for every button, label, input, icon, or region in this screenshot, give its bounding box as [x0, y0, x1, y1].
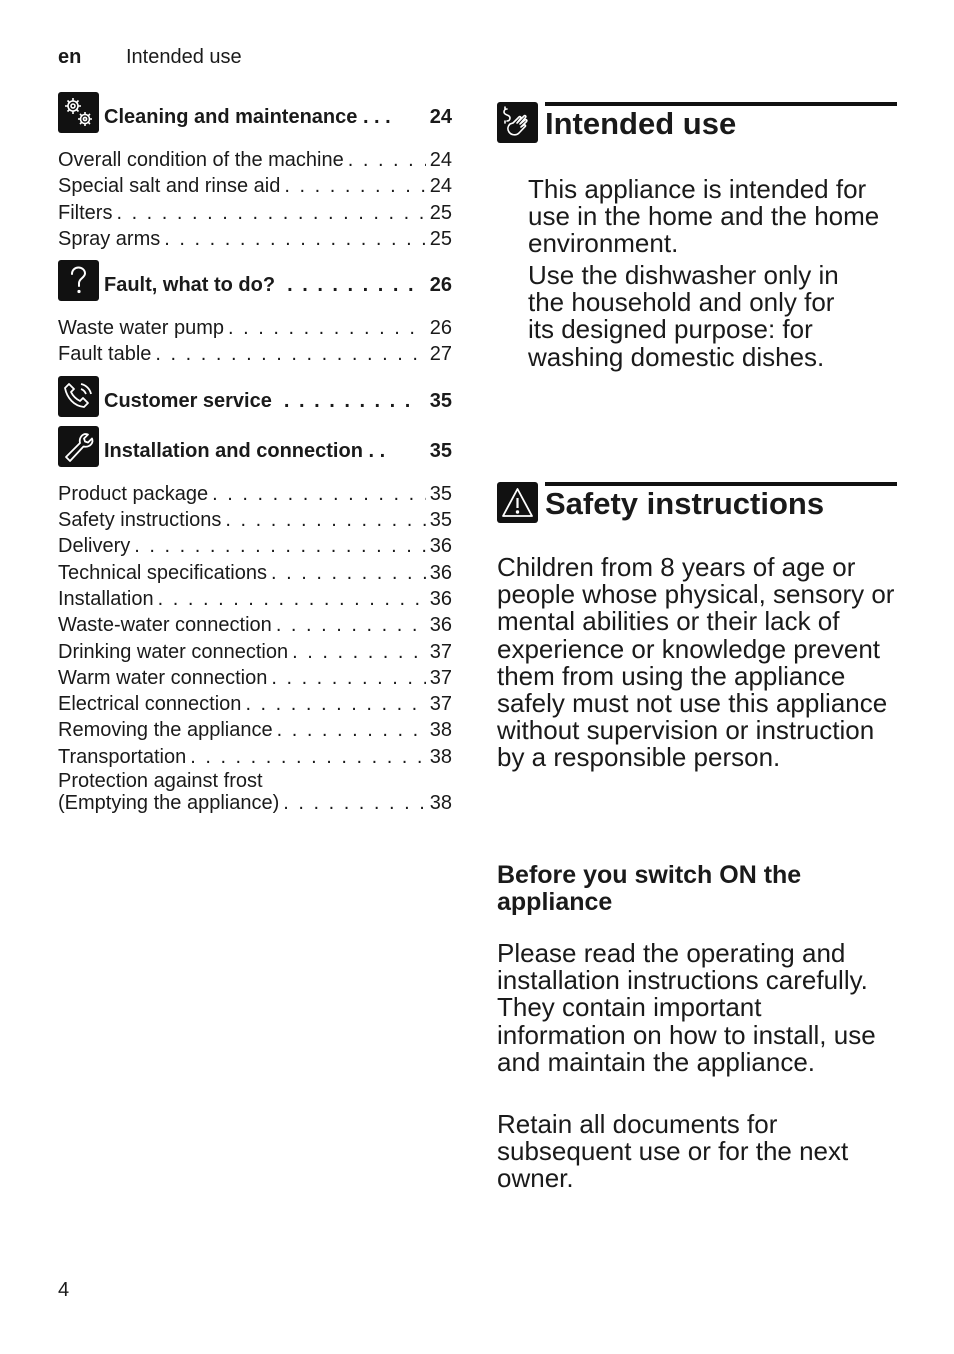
toc-entry-label: Removing the appliance — [58, 719, 273, 742]
header-section-title: Intended use — [126, 46, 242, 68]
toc-section-page: 24 — [429, 106, 452, 128]
toc-entry-page: 37 — [429, 640, 452, 663]
toc-entry[interactable] — [58, 691, 452, 717]
toc-entry[interactable] — [58, 147, 452, 173]
safety-instructions-heading — [497, 482, 897, 526]
intended-use-heading — [497, 102, 897, 146]
toc-entry[interactable] — [58, 200, 452, 226]
toc-section — [58, 260, 452, 376]
toc-section-page: 35 — [429, 439, 452, 462]
toc-section — [58, 92, 452, 260]
toc-entry-label: Drinking water connection — [58, 640, 289, 663]
header-language: en — [58, 46, 82, 68]
toc-entry[interactable] — [58, 744, 452, 770]
question-icon — [58, 260, 99, 301]
toc-entry[interactable] — [58, 226, 452, 252]
toc-section — [58, 376, 452, 416]
toc-entry[interactable] — [58, 560, 452, 586]
toc-entry-page: 27 — [429, 343, 452, 366]
toc-entry-page: 38 — [429, 745, 452, 768]
toc-entry-page: 37 — [429, 693, 452, 716]
phone-icon — [58, 376, 99, 417]
table-of-contents — [58, 92, 452, 822]
toc-section-page: 35 — [429, 389, 452, 412]
toc-entry[interactable] — [58, 173, 452, 199]
toc-entry-label: Safety instructions — [58, 509, 222, 532]
toc-entry-label: Protection against frost — [58, 770, 263, 793]
toc-entry[interactable] — [58, 481, 452, 507]
toc-entry-page: 36 — [429, 614, 452, 637]
toc-entry-label: Transportation — [58, 745, 187, 768]
toc-entry-label: Waste-water connection — [58, 614, 272, 637]
toc-entry[interactable] — [58, 507, 452, 533]
before-switch-on-subheading: Before you switch ON the appliance — [497, 861, 802, 916]
toc-entry-label: Fault table — [58, 343, 152, 366]
toc-entry-label: Special salt and rinse aid — [58, 175, 281, 198]
page-number: 4 — [58, 1279, 70, 1301]
toc-entry[interactable] — [58, 665, 452, 691]
toc-entry-page: 24 — [429, 175, 452, 198]
hand-section-icon — [497, 102, 538, 143]
toc-entry-page: 35 — [429, 509, 452, 532]
toc-entry-label: Delivery — [58, 535, 131, 558]
toc-section-page: 26 — [429, 274, 452, 297]
toc-entry[interactable] — [58, 341, 452, 367]
intended-use-title: Intended use — [545, 106, 737, 141]
gears-icon — [58, 92, 99, 133]
toc-entry[interactable] — [58, 639, 452, 665]
toc-entry-label: Overall condition of the machine — [58, 149, 344, 171]
toc-entry-label: Warm water connection — [58, 666, 268, 689]
toc-entry-label: Technical specifications — [58, 561, 267, 584]
toc-section-title: Installation and connection . . — [104, 439, 386, 462]
toc-entry-page: 38 — [429, 719, 452, 742]
toc-section — [58, 426, 452, 822]
toc-section-header[interactable] — [58, 92, 452, 132]
toc-entry-label: Filters — [58, 201, 113, 224]
toc-entry-page: 38 — [429, 792, 452, 815]
toc-entry-page: 24 — [429, 149, 452, 171]
toc-entry[interactable] — [58, 770, 452, 814]
toc-entry[interactable] — [58, 586, 452, 612]
toc-section-title: Cleaning and maintenance . . . — [104, 106, 391, 128]
toc-section-title: Fault, what to do? — [104, 274, 276, 297]
toc-section-header[interactable] — [58, 376, 452, 416]
toc-entry-label: Waste water pump — [58, 317, 224, 340]
toc-section-header[interactable] — [58, 426, 452, 466]
wrench-icon — [58, 426, 99, 467]
toc-entry[interactable] — [58, 533, 452, 559]
toc-section-title: Customer service — [104, 389, 272, 412]
toc-entry-page: 26 — [429, 317, 452, 340]
toc-entry-page: 36 — [429, 535, 452, 558]
safety-paragraph-retain-documents: Retain all documents for subsequent use or for the next owner. — [497, 1109, 849, 1194]
toc-entry-page: 36 — [429, 561, 452, 584]
toc-entry-label-continued: (Emptying the appliance) — [58, 792, 280, 815]
toc-entry-page: 37 — [429, 666, 452, 689]
toc-entry[interactable] — [58, 717, 452, 743]
safety-paragraph-children: Children from 8 years of age or people whose physical, sensory or mental abilities or their lack of experience or knowledge prevent them from using the appliance safely must not use this appliance without supervision or instruction by a responsible person. — [497, 552, 895, 773]
toc-entry[interactable] — [58, 315, 452, 341]
toc-entry-label: Electrical connection — [58, 693, 242, 716]
toc-entry-label: Installation — [58, 587, 154, 610]
safety-paragraph-read-instructions: Please read the operating and installation instructions carefully. They contain important information on how to install, use and maintain the appliance. — [497, 938, 876, 1077]
toc-entry-page: 25 — [429, 227, 452, 250]
warning-triangle-icon — [497, 482, 538, 523]
toc-entry-page: 35 — [429, 482, 452, 505]
toc-entry-label: Product package — [58, 482, 209, 505]
intended-use-paragraph-2: Use the dishwasher only in the household and only for its designed purpose: for washing domestic dishes. — [528, 260, 839, 372]
toc-entry-label: Spray arms — [58, 227, 161, 250]
toc-entry[interactable] — [58, 612, 452, 638]
toc-entry-page: 36 — [429, 587, 452, 610]
toc-section-header[interactable] — [58, 260, 452, 300]
intended-use-paragraph-1: This appliance is intended for use in the home and the home environment. — [528, 174, 880, 259]
safety-instructions-title: Safety instructions — [545, 486, 825, 521]
toc-entry-page: 25 — [429, 201, 452, 224]
